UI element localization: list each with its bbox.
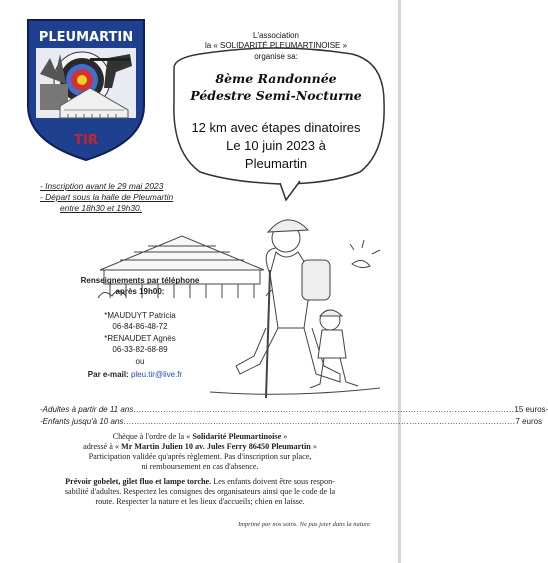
payment-cheque-line — [30, 432, 370, 442]
logo-name: PLEUMARTIN — [38, 30, 134, 45]
page-edge-shadow — [398, 0, 401, 563]
logo-tag: TIR — [74, 133, 98, 148]
rules-line-1: sabilité d'adultes. Respectez les consignes des organisateurs ainsi que le code de la — [64, 487, 336, 496]
event-title-1: 8ème Randonnée — [215, 71, 337, 86]
departure-time: entre 18h30 et 19h30. — [60, 203, 142, 213]
payment-address-pre: adressé à « — [83, 442, 122, 451]
email-label: Par e-mail: — [87, 370, 131, 379]
equipment-required: Prévoir gobelet, gilet fluo et lampe torche. — [65, 477, 212, 486]
price-child-row — [40, 417, 543, 426]
equipment-children-note: Les enfants doivent être sous respon- — [211, 477, 335, 486]
club-logo — [20, 14, 152, 164]
payment-address-line — [30, 442, 370, 452]
contact-email-line — [60, 370, 210, 379]
target-shooter-emblem-icon — [20, 14, 152, 164]
price-adult-row — [40, 405, 548, 414]
assoc-intro: L'association — [253, 31, 299, 40]
payment-payee: Solidarité Pleumartinoise — [192, 432, 282, 441]
contact-or: ou — [135, 357, 145, 366]
price-adult-amount: 15 euros- — [514, 405, 548, 414]
email-link[interactable]: pleu.tir@live.fr — [130, 370, 183, 379]
contact-name-1: *MAUDUYT Patricia — [104, 311, 176, 320]
contact-heading: Renseignements par téléphone — [80, 276, 200, 285]
registration-deadline: - Inscription avant le 29 mai 2023 — [40, 181, 164, 191]
payment-refund: ni remboursement en cas d'absence. — [141, 462, 259, 471]
contact-phone-1: 06-84-86-48-72 — [112, 322, 168, 331]
event-date: Le 10 juin 2023 à — [226, 138, 326, 153]
departure-location: - Départ sous la halle de Pleumartin — [40, 192, 174, 202]
price-child-amount: 7 euros — [515, 417, 543, 426]
payment-address: Mr Martin Julien 10 av. Jules Ferry 86450 Pleumartin — [121, 442, 311, 451]
payment-cheque-pre: Chèque à l'ordre de la « — [112, 432, 193, 441]
price-adult-dots: ............................................................................................................................................ — [133, 405, 515, 414]
price-adult-label: -Adultes à partir de 11 ans — [40, 405, 134, 414]
event-place: Pleumartin — [244, 156, 308, 171]
price-child-label: -Enfants jusqu'à 10 ans — [40, 417, 124, 426]
assoc-name: la « SOLIDARITÉ PLEUMARTINOISE » — [204, 41, 348, 50]
contact-phone-2: 06-33-82-68-89 — [112, 345, 168, 354]
event-subtitle-1: 12 km avec étapes dinatoires — [191, 120, 361, 135]
contact-heading-hours: après 19h00: — [115, 287, 165, 296]
print-footer: Imprimé par nos soins. Ne pas jeter dans la nature — [238, 521, 370, 528]
equipment-line — [30, 477, 370, 487]
rules-line-2: route. Respecter la nature et les lieux d'accueils; chien en laisse. — [95, 497, 305, 506]
payment-validation: Participation validée qu'après règlement. Pas d'inscription sur place, — [88, 452, 312, 461]
price-child-dots: ................................................................................................................................................ — [123, 417, 516, 426]
payment-cheque-post: » — [281, 432, 288, 441]
assoc-organise: organise sa: — [254, 52, 298, 61]
payment-address-post: » — [310, 442, 317, 451]
contact-name-2: *RENAUDET Agnès — [104, 334, 176, 343]
event-title-2: Pédestre Semi-Nocturne — [190, 88, 362, 103]
